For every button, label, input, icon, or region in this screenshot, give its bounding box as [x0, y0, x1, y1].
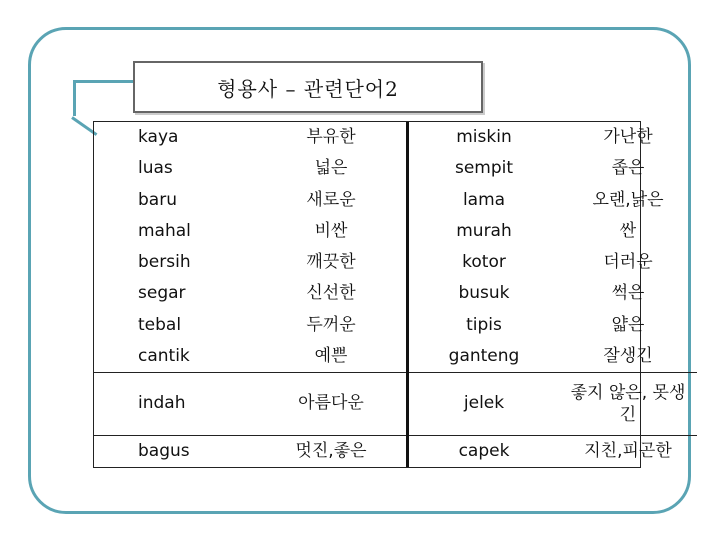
word-indonesian: segar [138, 283, 186, 304]
word-indonesian: kaya [138, 127, 179, 148]
antonym-korean: 지친,피곤한 [559, 436, 697, 467]
antonym-indonesian: sempit [454, 158, 514, 179]
table-row [94, 216, 697, 247]
table-row [94, 436, 697, 467]
table-row [94, 185, 697, 216]
word-indonesian: bagus [94, 436, 256, 467]
table-row [94, 278, 697, 309]
word-indonesian: bersih [138, 252, 191, 273]
vocabulary-table [93, 121, 686, 468]
table-row [94, 247, 697, 278]
word-indonesian: indah [94, 372, 256, 436]
table-row [94, 372, 697, 436]
title-bracket-vertical [73, 80, 76, 116]
antonym-korean: 썩은 [611, 283, 645, 304]
word-korean: 신선한 [256, 278, 408, 309]
antonym-indonesian: jelek [408, 372, 560, 436]
word-indonesian: luas [138, 158, 173, 179]
word-indonesian: tebal [138, 314, 182, 335]
word-korean: 비싼 [256, 216, 408, 247]
antonym-indonesian: capek [408, 436, 560, 467]
antonym-korean: 오랜,낡은 [592, 189, 664, 210]
antonym-korean: 잘생긴 [603, 345, 653, 366]
word-korean: 멋진,좋은 [256, 436, 408, 467]
antonym-korean: 더러운 [603, 252, 653, 273]
antonym-korean: 좁은 [611, 158, 645, 179]
word-korean: 예쁜 [256, 341, 408, 372]
antonym-indonesian: murah [456, 220, 512, 241]
antonym-indonesian: tipis [466, 314, 502, 335]
antonym-korean: 얇은 [611, 314, 645, 335]
antonym-indonesian: lama [462, 189, 506, 210]
page-title: 형용사 – 관련단어2 [217, 76, 399, 101]
antonym-indonesian: miskin [456, 127, 512, 148]
table-row [94, 310, 697, 341]
word-korean: 깨끗한 [256, 247, 408, 278]
word-korean: 두꺼운 [256, 310, 408, 341]
table-row [94, 122, 697, 153]
title-bracket-horizontal [73, 80, 136, 83]
word-indonesian: baru [138, 189, 177, 210]
title-box [133, 61, 483, 113]
antonym-korean: 싼 [619, 220, 637, 241]
antonym-indonesian: ganteng [448, 345, 520, 366]
antonym-korean: 가난한 [603, 127, 653, 148]
word-indonesian: mahal [138, 220, 191, 241]
word-indonesian: cantik [138, 345, 190, 366]
word-korean: 아름다운 [256, 372, 408, 436]
word-korean: 넓은 [256, 153, 408, 184]
antonym-indonesian: kotor [462, 252, 506, 273]
word-korean: 부유한 [256, 122, 408, 153]
antonym-indonesian: busuk [458, 283, 510, 304]
table-row [94, 341, 697, 372]
word-korean: 새로운 [256, 185, 408, 216]
antonym-korean: 좋지 않은, 못생긴 [559, 372, 697, 436]
table-row [94, 153, 697, 184]
